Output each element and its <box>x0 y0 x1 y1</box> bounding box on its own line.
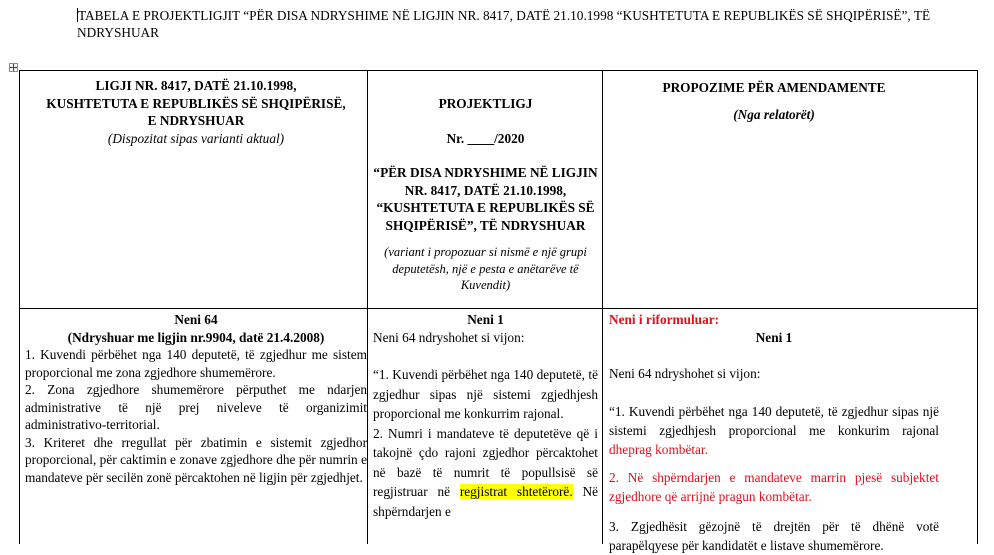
amendment-article <box>609 311 939 555</box>
row-divider <box>19 308 978 309</box>
column-divider <box>367 70 368 544</box>
paragraph: 1. Kuvendi përbëhet nga 140 deputetë, të zgjedhur me sistem proporcional me zona zgjedhore shumemërore. <box>25 347 367 380</box>
draft-law-title: PROJEKTLIGJ <box>438 96 533 111</box>
amendments-note: (Nga relatorët) <box>733 106 815 122</box>
move-arrows-icon <box>10 64 17 71</box>
highlighted-text: regjistrat shtetërorë. <box>459 484 573 499</box>
document-title <box>77 7 947 41</box>
header-amendments <box>609 79 939 123</box>
current-law-title-line2: KUSHTETUTA E REPUBLIKËS SË SHQIPËRISË, <box>46 95 346 111</box>
draft-law-article <box>373 311 598 521</box>
paragraph-text: “1. Kuvendi përbëhet nga 140 deputetë, të zgjedhur sipas një sistemi zgjedhjesh proporcional me konkurim rajonal <box>609 403 939 438</box>
article-intro: Neni 64 ndryshohet si vijon: <box>609 366 761 381</box>
paragraph: 3. Zgjedhësit gëzojnë të drejtën për të dhënë votë parapëlqyese për kandidatët e listave shumemërore. <box>609 518 939 553</box>
paragraph <box>609 402 939 459</box>
current-law-title: LIGJI NR. 8417, DATË 21.10.1998, <box>95 78 297 93</box>
paragraph: 3. Kriteret dhe rregullat për zbatimin e sistemit zgjedhor proporcional, për caktimin e zonave zgjedhore dhe për numrin e mandateve për secilën zonë përcaktohen në ligjin për zgjedhjet. <box>25 434 367 485</box>
current-law-note: (Dispozitat sipas varianti aktual) <box>107 130 285 146</box>
reformulated-label: Neni i riformuluar: <box>609 312 720 327</box>
column-divider <box>602 70 603 544</box>
amendments-title: PROPOZIME PËR AMENDAMENTE <box>662 80 886 95</box>
red-text: dheprag kombëtar. <box>609 441 708 457</box>
table-move-handle-icon[interactable] <box>9 63 18 72</box>
draft-law-name: “PËR DISA NDRYSHIME NË LIGJIN NR. 8417, DATË 21.10.1998, “KUSHTETUTA E REPUBLIKËS SË SHQIPËRISË”, TË NDRYSHUAR <box>373 165 598 233</box>
header-draft-law <box>373 95 598 294</box>
paragraph: 2. Në shpërndarjen e mandateve marrin pjesë subjektet zgjedhore që arrijnë pragun kombëtar. <box>609 469 939 504</box>
paragraph: “1. Kuvendi përbëhet nga 140 deputetë, të zgjedhur sipas një sistemi zgjedhjesh proporcional me konkurrim rajonal. <box>373 367 598 421</box>
current-law-article <box>25 311 367 486</box>
paragraph <box>373 424 598 522</box>
article-intro: Neni 64 ndryshohet si vijon: <box>373 329 525 345</box>
document-title-text: TABELA E PROJEKTLIGJIT “PËR DISA NDRYSHIME NË LIGJIN NR. 8417, DATË 21.10.1998 “KUSHTETUTA E REPUBLIKËS SË SHQIPËRISË”, TË NDRYSHUAR <box>77 8 931 40</box>
article-heading: Neni 1 <box>467 312 504 327</box>
article-heading: Neni 1 <box>755 329 793 345</box>
current-law-title-line3: E NDRYSHUAR <box>147 113 245 128</box>
paragraph-text: 2. Numri i mandateve të deputetëve që i takojnë çdo rajoni zgjedhor përcaktohet në bazë të numrit të popullsisë së regjistruar në <box>373 425 598 499</box>
article-subheading: (Ndryshuar me ligjin nr.9904, datë 21.4.2008) <box>67 329 325 345</box>
article-heading: Neni 64 <box>174 312 218 327</box>
draft-law-number: Nr. ____/2020 <box>446 130 525 146</box>
draft-law-note: (variant i propozuar si nismë e një grupi deputetësh, një e pesta e anëtarëve të Kuvendit) <box>384 245 587 292</box>
paragraph: 2. Zona zgjedhore shumemërore përputhet me ndarjen administrative të një prej niveleve të organizimit administrativo-territorial. <box>25 382 367 432</box>
paragraph-text: Në shpërndarjen e <box>373 484 598 519</box>
header-current-law <box>25 77 367 147</box>
